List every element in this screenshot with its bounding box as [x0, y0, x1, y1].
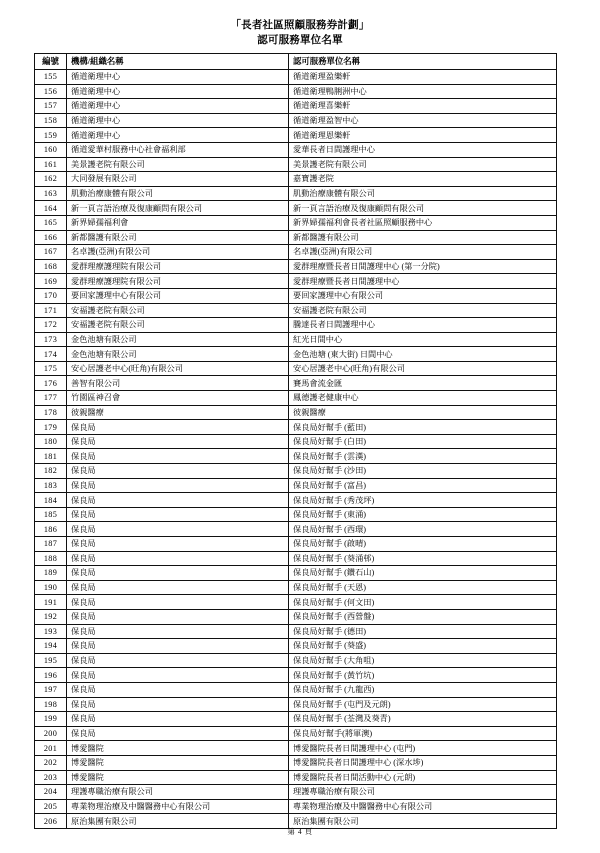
table-row [35, 537, 557, 552]
cell-organisation: 新都醫護有限公司 [67, 230, 289, 245]
table-row [35, 186, 557, 201]
cell-number: 181 [35, 449, 67, 464]
cell-organisation: 名卓護(亞洲)有限公司 [67, 245, 289, 260]
column-header-organisation: 機構/組織名稱 [67, 54, 289, 70]
cell-organisation: 保良局 [67, 434, 289, 449]
cell-number: 161 [35, 157, 67, 172]
cell-number: 174 [35, 347, 67, 362]
cell-organisation: 博愛醫院 [67, 770, 289, 785]
table-row [35, 712, 557, 727]
cell-unit: 要回家護理中心有限公司 [289, 288, 557, 303]
cell-organisation: 保良局 [67, 449, 289, 464]
cell-unit: 理護專職治療有限公司 [289, 785, 557, 800]
table-row [35, 522, 557, 537]
cell-unit: 愛群理療暨長者日間護理中心 (第一分院) [289, 259, 557, 274]
cell-unit: 安心居護老中心(旺角)有限公司 [289, 361, 557, 376]
cell-organisation: 新一頁言語治療及復康顧問有限公司 [67, 201, 289, 216]
cell-organisation: 保良局 [67, 712, 289, 727]
cell-number: 205 [35, 799, 67, 814]
cell-unit: 新都醫護有限公司 [289, 230, 557, 245]
cell-unit: 彼親醫療 [289, 405, 557, 420]
table-row [35, 157, 557, 172]
approved-service-units-table [34, 53, 557, 829]
cell-organisation: 保良局 [67, 697, 289, 712]
cell-organisation: 理護專職治療有限公司 [67, 785, 289, 800]
cell-number: 164 [35, 201, 67, 216]
cell-organisation: 保良局 [67, 668, 289, 683]
cell-number: 165 [35, 215, 67, 230]
cell-number: 193 [35, 624, 67, 639]
table-row [35, 361, 557, 376]
cell-organisation: 金色池塘有限公司 [67, 332, 289, 347]
cell-unit: 保良局好幫手 (東涌) [289, 507, 557, 522]
cell-number: 173 [35, 332, 67, 347]
table-row [35, 434, 557, 449]
cell-unit: 保良局好幫手 (富昌) [289, 478, 557, 493]
cell-unit: 保良局好幫手 (白田) [289, 434, 557, 449]
table-row [35, 84, 557, 99]
page-title-line-2: 認可服務單位名單 [257, 35, 343, 46]
cell-unit: 安福護老院有限公司 [289, 303, 557, 318]
table-row [35, 259, 557, 274]
table-row [35, 595, 557, 610]
table-header [35, 54, 557, 70]
cell-organisation: 保良局 [67, 420, 289, 435]
cell-organisation: 專業物理治療及中醫醫務中心有限公司 [67, 799, 289, 814]
column-header-number: 編號 [35, 54, 67, 70]
cell-organisation: 保良局 [67, 624, 289, 639]
table-row [35, 274, 557, 289]
cell-unit: 鳳德護老健康中心 [289, 391, 557, 406]
table-row [35, 551, 557, 566]
table-row [35, 99, 557, 114]
table-row [35, 478, 557, 493]
cell-number: 198 [35, 697, 67, 712]
cell-number: 180 [35, 434, 67, 449]
cell-unit: 保良局好幫手 (葵涌邨) [289, 551, 557, 566]
cell-organisation: 保良局 [67, 653, 289, 668]
table-row [35, 639, 557, 654]
table-row [35, 288, 557, 303]
table-row [35, 303, 557, 318]
cell-unit: 保良局好幫手 (藍田) [289, 420, 557, 435]
cell-organisation: 保良局 [67, 726, 289, 741]
cell-organisation: 善智有限公司 [67, 376, 289, 391]
cell-number: 183 [35, 478, 67, 493]
cell-number: 178 [35, 405, 67, 420]
cell-unit: 保良局好幫手 (黃竹坑) [289, 668, 557, 683]
cell-organisation: 安福護老院有限公司 [67, 303, 289, 318]
cell-organisation: 保良局 [67, 595, 289, 610]
cell-number: 167 [35, 245, 67, 260]
cell-number: 188 [35, 551, 67, 566]
cell-unit: 保良局好幫手 (雲漢) [289, 449, 557, 464]
cell-unit: 保良局好幫手 (九龍西) [289, 682, 557, 697]
cell-number: 200 [35, 726, 67, 741]
cell-number: 168 [35, 259, 67, 274]
table-row [35, 449, 557, 464]
cell-organisation: 循道愛華村服務中心社會福利部 [67, 142, 289, 157]
cell-unit: 新一頁言語治療及復康顧問有限公司 [289, 201, 557, 216]
cell-number: 185 [35, 507, 67, 522]
cell-number: 159 [35, 128, 67, 143]
table-row [35, 566, 557, 581]
cell-number: 191 [35, 595, 67, 610]
cell-number: 190 [35, 580, 67, 595]
cell-number: 196 [35, 668, 67, 683]
cell-unit: 保良局好幫手 (德田) [289, 624, 557, 639]
cell-organisation: 竹園區神召會 [67, 391, 289, 406]
page-footer: 第 4 頁 [287, 827, 313, 836]
cell-organisation: 新界婦孺福利會 [67, 215, 289, 230]
table-row [35, 464, 557, 479]
cell-organisation: 循道衛理中心 [67, 128, 289, 143]
cell-unit: 保良局好幫手 (西環) [289, 522, 557, 537]
cell-unit: 博愛醫院長者日間活動中心 (元朗) [289, 770, 557, 785]
cell-organisation: 保良局 [67, 493, 289, 508]
cell-organisation: 保良局 [67, 507, 289, 522]
cell-organisation: 金色池塘有限公司 [67, 347, 289, 362]
cell-unit: 保良局好幫手 (大角咀) [289, 653, 557, 668]
table-row [35, 405, 557, 420]
table-header-row [35, 54, 557, 70]
cell-number: 156 [35, 84, 67, 99]
cell-organisation: 肌動治療康體有限公司 [67, 186, 289, 201]
cell-unit: 保良局好幫手 (西營盤) [289, 609, 557, 624]
cell-number: 204 [35, 785, 67, 800]
cell-organisation: 要回家護理中心有限公司 [67, 288, 289, 303]
cell-number: 175 [35, 361, 67, 376]
cell-organisation: 保良局 [67, 566, 289, 581]
table-row [35, 580, 557, 595]
cell-organisation: 彼親醫療 [67, 405, 289, 420]
table-row [35, 201, 557, 216]
cell-unit: 賽馬會流金匯 [289, 376, 557, 391]
cell-unit: 騰達長者日間護理中心 [289, 318, 557, 333]
table-row [35, 318, 557, 333]
cell-unit: 美景護老院有限公司 [289, 157, 557, 172]
cell-number: 179 [35, 420, 67, 435]
cell-organisation: 原治集團有限公司 [67, 814, 289, 829]
cell-unit: 循道衛理盈樂軒 [289, 70, 557, 85]
table-row [35, 172, 557, 187]
cell-unit: 保良局好幫手 (啟晴) [289, 537, 557, 552]
cell-unit: 保良局好幫手 (荃灣及葵青) [289, 712, 557, 727]
cell-unit: 循道衛理盈智中心 [289, 113, 557, 128]
cell-number: 194 [35, 639, 67, 654]
cell-unit: 保良局好幫手(將軍澳) [289, 726, 557, 741]
cell-unit: 循道衛理恩樂軒 [289, 128, 557, 143]
table-row [35, 142, 557, 157]
cell-unit: 保良局好幫手 (沙田) [289, 464, 557, 479]
table-row [35, 799, 557, 814]
table-row [35, 230, 557, 245]
cell-organisation: 保良局 [67, 464, 289, 479]
cell-number: 202 [35, 755, 67, 770]
table-body [35, 70, 557, 829]
cell-organisation: 安福護老院有限公司 [67, 318, 289, 333]
cell-organisation: 循道衛理中心 [67, 70, 289, 85]
table-row [35, 245, 557, 260]
cell-number: 158 [35, 113, 67, 128]
cell-organisation: 愛群理療護理院有限公司 [67, 259, 289, 274]
table-row [35, 332, 557, 347]
cell-organisation: 保良局 [67, 522, 289, 537]
cell-unit: 保良局好幫手 (秀茂坪) [289, 493, 557, 508]
cell-organisation: 安心居護老中心(旺角)有限公司 [67, 361, 289, 376]
cell-unit: 循道衛理喜樂軒 [289, 99, 557, 114]
cell-number: 197 [35, 682, 67, 697]
cell-unit: 保良局好幫手 (屯門及元朗) [289, 697, 557, 712]
cell-unit: 專業物理治療及中醫醫務中心有限公司 [289, 799, 557, 814]
cell-unit: 保良局好幫手 (鑽石山) [289, 566, 557, 581]
cell-organisation: 博愛醫院 [67, 755, 289, 770]
cell-number: 199 [35, 712, 67, 727]
cell-organisation: 循道衛理中心 [67, 84, 289, 99]
cell-number: 184 [35, 493, 67, 508]
cell-number: 172 [35, 318, 67, 333]
cell-organisation: 保良局 [67, 682, 289, 697]
cell-unit: 博愛醫院長者日間護理中心 (深水埗) [289, 755, 557, 770]
cell-number: 170 [35, 288, 67, 303]
table-row [35, 726, 557, 741]
page-title-line-1: 「長者社區照顧服務券計劃」 [230, 20, 370, 31]
cell-number: 166 [35, 230, 67, 245]
cell-organisation: 博愛醫院 [67, 741, 289, 756]
table-row [35, 128, 557, 143]
table-row [35, 609, 557, 624]
cell-unit: 肌動治療康體有限公司 [289, 186, 557, 201]
cell-unit: 名卓護(亞洲)有限公司 [289, 245, 557, 260]
cell-unit: 保良局好幫手 (葵盛) [289, 639, 557, 654]
cell-number: 195 [35, 653, 67, 668]
cell-organisation: 循道衛理中心 [67, 113, 289, 128]
table-row [35, 493, 557, 508]
cell-number: 155 [35, 70, 67, 85]
cell-number: 189 [35, 566, 67, 581]
cell-unit: 嘉寶護老院 [289, 172, 557, 187]
cell-unit: 保良局好幫手 (天恩) [289, 580, 557, 595]
table-row [35, 682, 557, 697]
cell-unit: 愛群理療暨長者日間護理中心 [289, 274, 557, 289]
cell-organisation: 大同發展有限公司 [67, 172, 289, 187]
cell-unit: 循道衛理鴨脷洲中心 [289, 84, 557, 99]
cell-organisation: 保良局 [67, 537, 289, 552]
table-row [35, 113, 557, 128]
table-row [35, 624, 557, 639]
column-header-unit: 認可服務單位名稱 [289, 54, 557, 70]
cell-number: 187 [35, 537, 67, 552]
cell-organisation: 保良局 [67, 580, 289, 595]
cell-number: 182 [35, 464, 67, 479]
cell-unit: 新界婦孺福利會長者社區照顧服務中心 [289, 215, 557, 230]
cell-number: 163 [35, 186, 67, 201]
cell-number: 171 [35, 303, 67, 318]
cell-number: 157 [35, 99, 67, 114]
cell-organisation: 愛群理療護理院有限公司 [67, 274, 289, 289]
table-row [35, 391, 557, 406]
table-row [35, 420, 557, 435]
cell-number: 206 [35, 814, 67, 829]
table-row [35, 376, 557, 391]
cell-number: 169 [35, 274, 67, 289]
table-row [35, 70, 557, 85]
table-row [35, 507, 557, 522]
cell-number: 201 [35, 741, 67, 756]
table-row [35, 755, 557, 770]
table-row [35, 785, 557, 800]
cell-number: 160 [35, 142, 67, 157]
cell-unit: 紅光日間中心 [289, 332, 557, 347]
cell-organisation: 循道衛理中心 [67, 99, 289, 114]
table-row [35, 697, 557, 712]
cell-organisation: 美景護老院有限公司 [67, 157, 289, 172]
table-row [35, 668, 557, 683]
cell-number: 162 [35, 172, 67, 187]
cell-number: 176 [35, 376, 67, 391]
cell-organisation: 保良局 [67, 478, 289, 493]
cell-organisation: 保良局 [67, 609, 289, 624]
cell-unit: 原治集團有限公司 [289, 814, 557, 829]
cell-number: 203 [35, 770, 67, 785]
cell-unit: 愛華長者日間護理中心 [289, 142, 557, 157]
cell-unit: 金色池塘 (東大街) 日間中心 [289, 347, 557, 362]
cell-number: 192 [35, 609, 67, 624]
table-row [35, 770, 557, 785]
cell-unit: 博愛醫院長者日間護理中心 (屯門) [289, 741, 557, 756]
cell-organisation: 保良局 [67, 639, 289, 654]
table-row [35, 653, 557, 668]
cell-organisation: 保良局 [67, 551, 289, 566]
cell-number: 186 [35, 522, 67, 537]
table-row [35, 741, 557, 756]
table-row [35, 347, 557, 362]
cell-number: 177 [35, 391, 67, 406]
cell-unit: 保良局好幫手 (何文田) [289, 595, 557, 610]
table-row [35, 215, 557, 230]
